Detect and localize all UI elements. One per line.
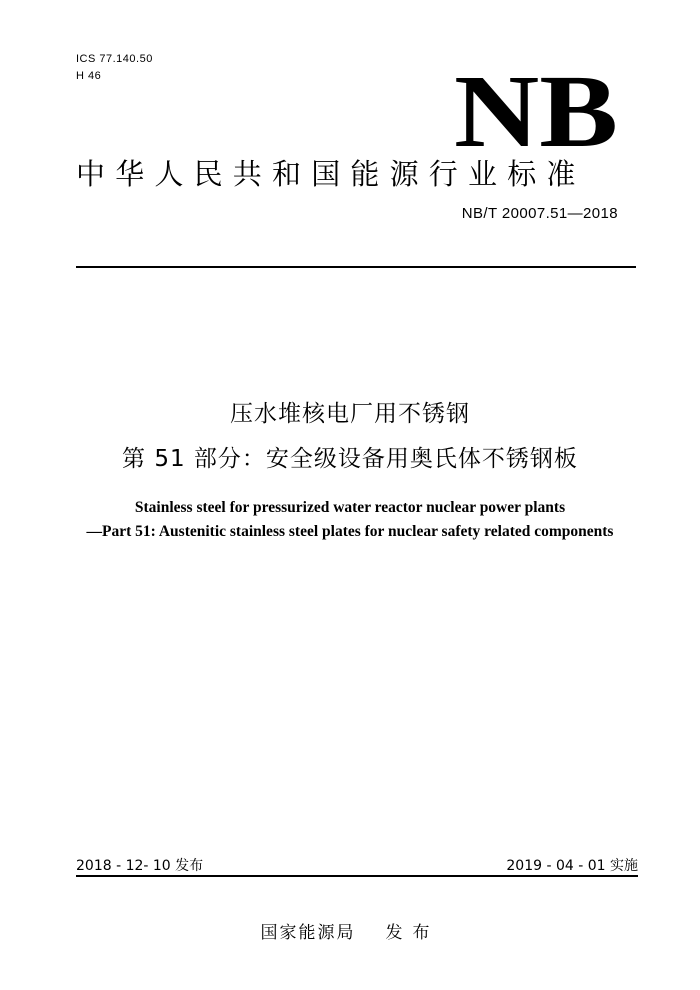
implementation-date: 2019 - 04 - 01 实施: [506, 858, 638, 874]
issuer-organization: 国家能源局: [260, 923, 356, 943]
nb-logo-text: NB: [454, 60, 618, 160]
standard-title: 中华人民共和国能源行业标准: [76, 157, 586, 191]
ics-code: ICS 77.140.50: [76, 53, 153, 65]
standard-number: NB/T 20007.51—2018: [461, 205, 618, 222]
issuer: [0, 918, 700, 943]
issuer-action: 发布: [385, 923, 440, 943]
nb-logo: [452, 60, 620, 160]
title-en-line2: —Part 51: Austenitic stainless steel plates for nuclear safety related components: [86, 523, 614, 540]
ccs-code: H 46: [76, 70, 102, 82]
title-en-line1: Stainless steel for pressurized water reactor nuclear power plants: [134, 499, 566, 516]
title-zh-line2: 第 51 部分：安全级设备用奥氏体不锈钢板: [122, 446, 578, 472]
header-divider: [76, 266, 636, 268]
footer-divider: [76, 875, 638, 877]
issue-date: 2018 - 12- 10 发布: [76, 858, 204, 874]
title-zh-line1: 压水堆核电厂用不锈钢: [230, 401, 470, 427]
